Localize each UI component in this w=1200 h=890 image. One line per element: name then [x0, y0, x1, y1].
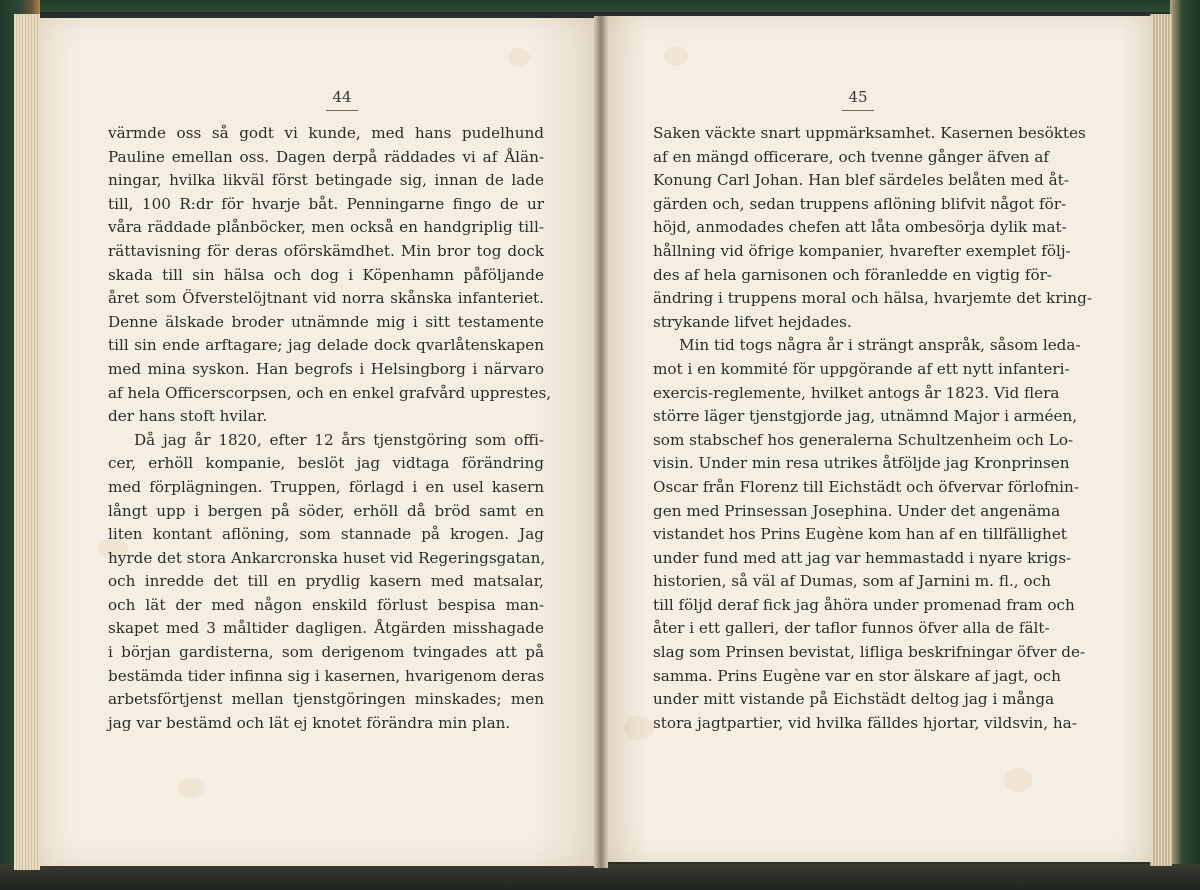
text-line: Pauline emellan oss. Dagen derpå räddades vi af Ålän- [108, 147, 544, 166]
text-line: arbetsförtjenst mellan tjenstgöringen minskades; men [108, 690, 544, 709]
foxing-stain [1004, 768, 1032, 792]
text-line: till sin ende arftagare; jag delade dock qvarlåtenskapen [108, 336, 544, 355]
text-line: liten kontant aflöning, som stannade på krogen. Jag [108, 525, 544, 544]
text-line: värmde oss så godt vi kunde, med hans pudelhund [108, 124, 544, 142]
text-line: der hans stoft hvilar. [108, 407, 268, 426]
right-page-text [653, 122, 1092, 735]
text-line: Denne älskade broder utnämnde mig i sitt testamente [108, 312, 544, 331]
text-line: cer, erhöll kompanie, beslöt jag vidtaga förändring [108, 454, 544, 473]
text-line: bestämda tider infinna sig i kasernen, hvarigenom deras [108, 666, 545, 685]
text-line: i början gardisterna, som derigenom tvingades att på [108, 643, 544, 662]
text-line: af en mängd officerare, och tvenne gånger äfven af [653, 147, 1049, 166]
text-line: gen med Prinsessan Josephina. Under det angenäma [653, 501, 1061, 520]
text-line: Oscar från Florenz till Eichstädt och öfvervar förlofnin- [653, 477, 1079, 496]
text-line: jag var bestämd och lät ej knotet förändra min plan. [108, 713, 511, 732]
text-line: mot i en kommité för uppgörande af ett nytt infanteri- [653, 359, 1070, 378]
text-line: med mina syskon. Han begrofs i Helsingborg i närvaro [108, 359, 544, 378]
text-line: historien, så väl af Dumas, som af Jarnini m. fl., och [653, 572, 1051, 591]
text-line: långt upp i bergen på söder, erhöll då bröd samt en [108, 501, 544, 520]
text-line: visin. Under min resa utrikes åtföljde jag Kronprinsen [653, 454, 1070, 473]
text-line: hållning vid öfrige kompanier, hvarefter exemplet följ- [653, 241, 1071, 260]
text-line: vistandet hos Prins Eugène kom han af en tillfällighet [653, 525, 1067, 544]
text-line: slag som Prinsen bevistat, lifliga beskrifningar öfver de- [653, 643, 1086, 662]
foxing-stain [664, 46, 688, 66]
text-line: åter i ett galleri, der taflor funnos öfver alla de fält- [653, 619, 1050, 638]
book-gutter [594, 16, 608, 868]
text-line: ningar, hvilka likväl först betingade sig, innan de lade [108, 171, 544, 190]
text-line: hyrde det stora Ankarcronska huset vid Regeringsgatan, [108, 548, 546, 567]
foxing-stain [178, 778, 204, 798]
text-line: skada till sin hälsa och dog i Köpenhamn påföljande [108, 265, 544, 284]
book-cover-right [1170, 0, 1200, 890]
text-line: Min tid togs några år i strängt anspråk, såsom leda- [679, 336, 1081, 355]
text-line: höjd, anmodades chefen att låta ombesörja dylik mat- [653, 218, 1067, 237]
left-page-number: 44 [322, 88, 362, 111]
text-line: exercis-reglemente, hvilket antogs år 1823. Vid flera [653, 383, 1060, 402]
text-line: våra räddade plånböcker, men också en handgriplig till- [108, 218, 544, 237]
text-line: gärden och, sedan truppens aflöning blifvit något för- [653, 194, 1067, 213]
text-line: till följd deraf fick jag åhöra under promenad fram och [653, 595, 1075, 614]
right-page-number: 45 [838, 88, 878, 111]
text-line: rättavisning för deras oförskämdhet. Min bror tog dock [108, 241, 544, 260]
text-line: som stabschef hos generalerna Schultzenheim och Lo- [653, 430, 1074, 449]
text-line: och inredde det till en prydlig kasern med matsalar, [108, 572, 544, 591]
page-edges-left [14, 14, 40, 870]
text-line: skapet med 3 måltider dagligen. Åtgärden misshagade [108, 619, 544, 638]
text-line: under mitt vistande på Eichstädt deltog jag i många [653, 690, 1055, 709]
text-line: året som Öfverstelöjtnant vid norra skånska infanteriet. [108, 289, 544, 308]
page-edges-right [1150, 14, 1172, 866]
text-line: Konung Carl Johan. Han blef särdeles belåten med åt- [653, 171, 1069, 190]
text-line: större läger tjenstgjorde jag, utnämnd Major i arméen, [653, 407, 1078, 426]
text-line: med förplägningen. Truppen, förlagd i en usel kasern [108, 477, 544, 496]
left-page-text [108, 122, 552, 735]
text-line: stora jagtpartier, vid hvilka fälldes hjortar, vildsvin, ha- [653, 713, 1077, 732]
text-line: samma. Prins Eugène var en stor älskare af jagt, och [653, 666, 1061, 685]
text-line: ändring i truppens moral och hälsa, hvarjemte det kring- [653, 289, 1092, 308]
text-line: under fund med att jag var hemmastadd i nyare krigs- [653, 548, 1072, 567]
text-line: och lät der med någon enskild förlust bespisa man- [108, 595, 544, 614]
text-line: till, 100 R:dr för hvarje båt. Penningarne fingo de ur [108, 194, 544, 213]
foxing-stain [508, 48, 530, 66]
text-line: strykande lifvet hejdades. [653, 312, 852, 331]
text-line: Saken väckte snart uppmärksamhet. Kasernen besöktes [653, 124, 1086, 142]
foxing-stain [624, 716, 654, 740]
text-line: af hela Officerscorpsen, och en enkel grafvård upprestes, [108, 383, 552, 402]
text-line: Då jag år 1820, efter 12 års tjenstgöring som offi- [134, 430, 544, 449]
text-line: des af hela garnisonen och föranledde en vigtig för- [653, 265, 1052, 284]
book-cover-top [0, 0, 1200, 12]
